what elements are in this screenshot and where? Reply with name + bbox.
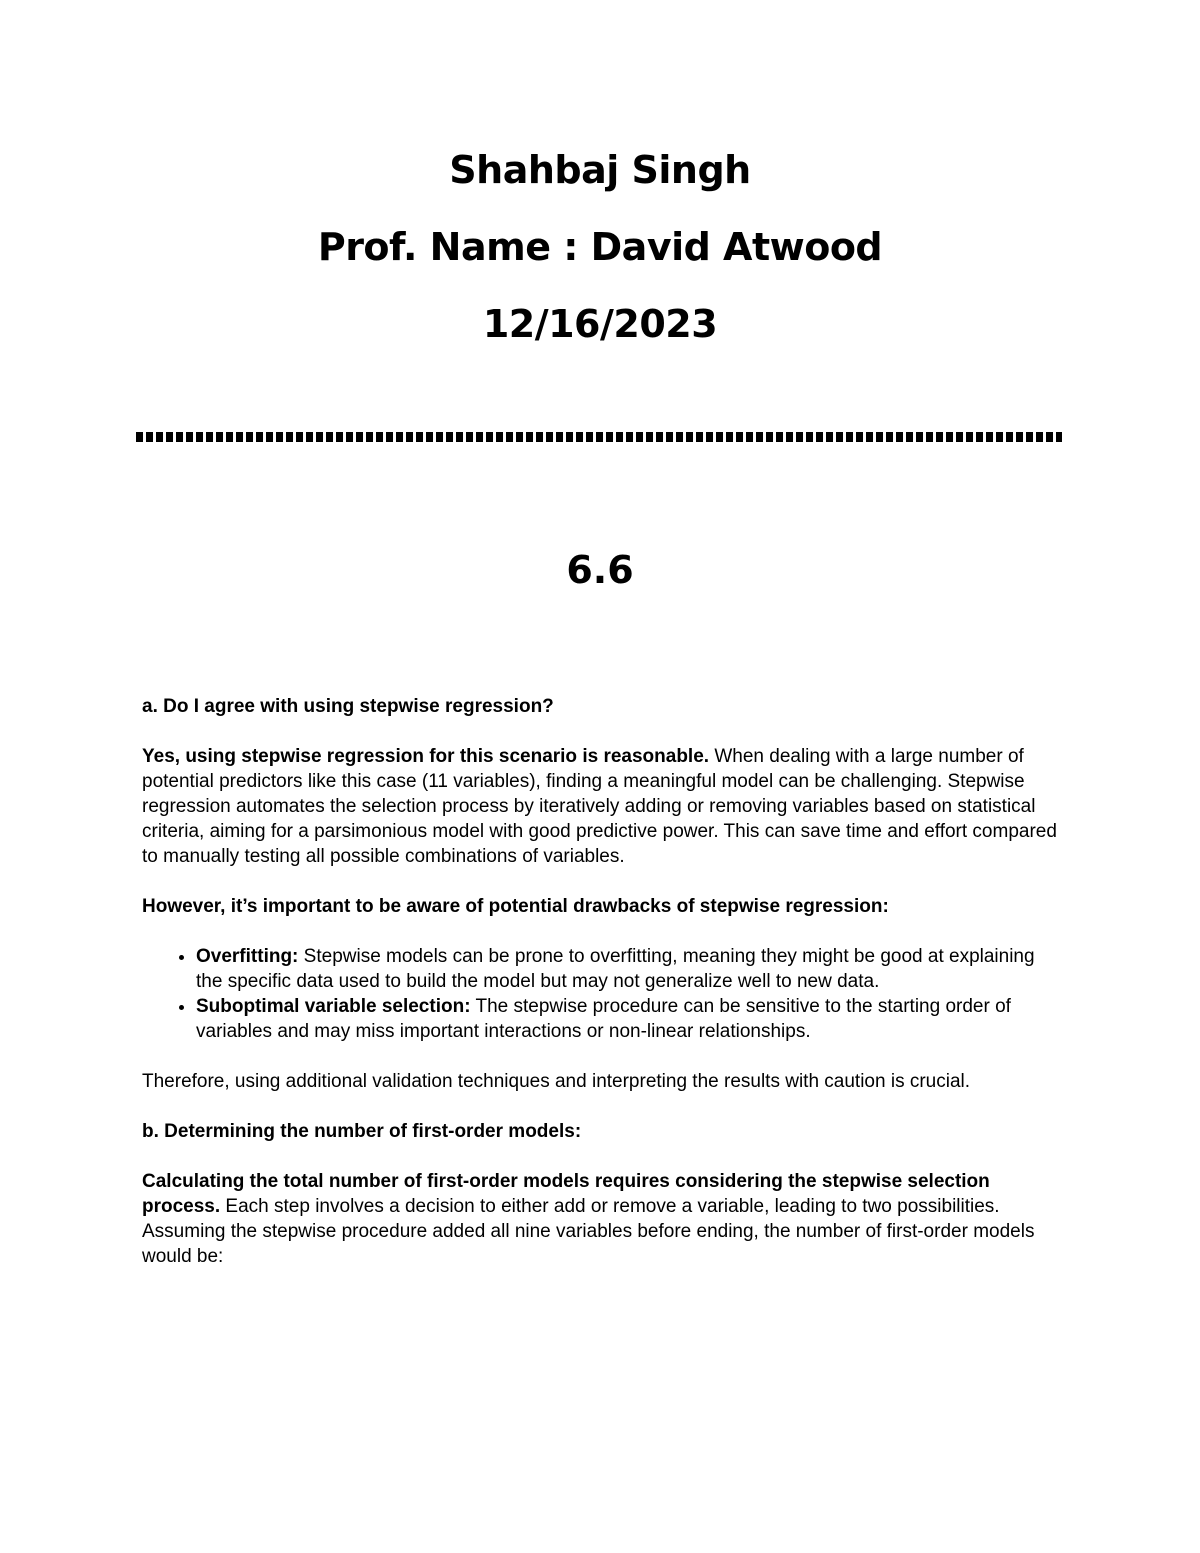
section-number: 6.6 <box>566 548 634 592</box>
drawback-term: Overfitting: <box>196 946 299 967</box>
drawback-text: Stepwise models can be prone to overfitting, meaning they might be good at explaining the specific data used to build the model but may not generalize well to new data. <box>196 946 1035 992</box>
dotted-divider <box>136 432 1062 442</box>
answer-a-lead: Yes, using stepwise regression for this scenario is reasonable. <box>142 746 710 767</box>
conclusion-paragraph: Therefore, using additional validation techniques and interpreting the results with caution is crucial. <box>142 1071 971 1092</box>
drawback-item-variable-selection <box>196 994 1062 1044</box>
drawbacks-heading: However, it’s important to be aware of potential drawbacks of stepwise regression: <box>142 896 889 917</box>
document-date: 12/16/2023 <box>482 302 718 346</box>
answer-b-lead: Calculating the total number of first-order models requires considering the stepwise selection process. <box>142 1171 990 1217</box>
document-body <box>142 694 1062 1294</box>
answer-a-text: When dealing with a large number of potential predictors like this case (11 variables), finding a meaningful model can be challenging. Stepwise regression automates the selection process by iteratively adding or removing variables based on statistical criteria, aiming for a parsimonious model with good predictive power. This can save time and effort compared to manually testing all possible combinations of variables. <box>142 746 1057 867</box>
drawback-text: The stepwise procedure can be sensitive to the starting order of variables and may miss important interactions or non-linear relationships. <box>196 996 1011 1042</box>
answer-b-paragraph <box>142 1169 1062 1269</box>
answer-b-text: Each step involves a decision to either add or remove a variable, leading to two possibilities. Assuming the stepwise procedure added all nine variables before ending, the number of first-order models would be: <box>142 1196 1035 1267</box>
drawback-item-overfitting <box>196 944 1062 994</box>
question-b-heading: b. Determining the number of first-order models: <box>142 1121 582 1142</box>
drawbacks-list <box>142 944 1062 1044</box>
author-name: Shahbaj Singh <box>449 148 751 192</box>
professor-name: Prof. Name : David Atwood <box>317 225 883 269</box>
answer-a-paragraph <box>142 744 1062 869</box>
drawback-term: Suboptimal variable selection: <box>196 996 471 1017</box>
question-a-heading: a. Do I agree with using stepwise regression? <box>142 696 554 717</box>
